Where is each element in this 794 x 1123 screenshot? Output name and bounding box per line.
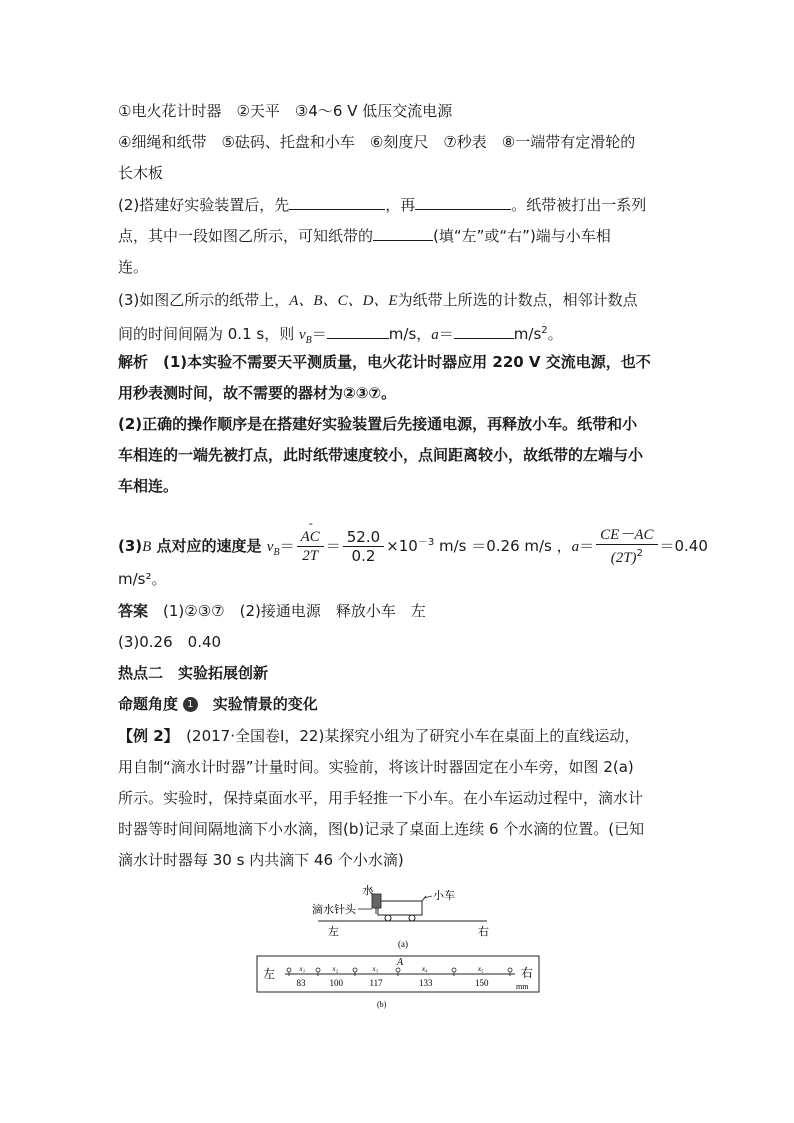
apparatus-diagram — [312, 883, 489, 949]
denominator-base: (2T) — [610, 550, 637, 566]
unit-text: m/s， — [388, 325, 432, 343]
segment-x-label: x₄ — [422, 965, 428, 973]
point-b: B — [142, 539, 152, 555]
water-drop-mark — [353, 968, 357, 972]
denominator-exponent: 2 — [636, 548, 643, 559]
segment-x-label: x₂ — [332, 965, 339, 973]
result-velocity: m/s ＝0.26 m/s ， — [434, 537, 572, 555]
equals: ＝ — [438, 325, 454, 343]
answer-label: 答案 — [118, 602, 149, 620]
unit-exponent: 2 — [541, 325, 548, 336]
answer-text: (1)②③⑦ (2)接通电源 释放小车 左 — [148, 602, 426, 620]
vb-symbol: v — [298, 327, 306, 343]
dripper-label: 滴水针头 — [312, 904, 356, 916]
segment-value-label: 150 — [475, 978, 489, 988]
tape-right-label: 右 — [521, 966, 534, 980]
segment-value-label: 133 — [419, 978, 433, 988]
figure-b-label: (b) — [377, 1000, 387, 1009]
q3-text: (3)如图乙所示的纸带上， — [118, 291, 290, 309]
fraction-denominator: 2T — [302, 548, 319, 564]
example-line-3: 所示。实验时，保持桌面水平，用手轻推一下小车。在小车运动过程中，滴水计 — [118, 789, 644, 807]
drip-bottle — [372, 894, 381, 908]
answer-line-2: (3)0.26 0.40 — [118, 633, 222, 651]
q3-text: 间的时间间隔为 0.1 s，则 — [118, 325, 299, 343]
example-tag: 【例 2】 — [118, 727, 172, 745]
fraction-numerator: - AC — [297, 528, 324, 547]
q2-text: 。纸带被打出一系列 — [511, 196, 647, 214]
vb-subscript: B — [273, 547, 280, 558]
example-line-5: 滴水计时器每 30 s 内共滴下 46 个小水滴) — [118, 851, 404, 869]
water-label: 水 — [362, 885, 373, 897]
water-drop-mark — [508, 968, 512, 972]
analysis-line-3: (2)正确的操作顺序是在搭建好实验装置后先接通电源，再释放小车。纸带和小 — [118, 415, 638, 433]
q2-text: (2)搭建好实验装置后，先 — [118, 196, 290, 214]
question-2-line-3: 连。 — [118, 258, 149, 276]
analysis-text: (1)本实验不需要天平测质量，电火花计时器应用 220 V 交流电源，也不 — [148, 353, 651, 371]
segment-value-label: 83 — [296, 978, 306, 988]
water-drop-mark — [316, 968, 320, 972]
right-label: 右 — [478, 926, 489, 938]
q3-text: 为纸带上所选的计数点，相邻计数点 — [397, 291, 638, 309]
q3-points: A、B、C、D、E — [289, 293, 398, 309]
a-symbol: a — [571, 539, 580, 555]
cart-label: 小车 — [433, 890, 455, 902]
analysis-label: 解析 — [118, 353, 149, 371]
figure-a-label: (a) — [398, 939, 408, 949]
analysis-line-2: 用秒表测时间，故不需要的器材为②③⑦。 — [118, 384, 397, 402]
angle-label: 命题角度 — [118, 695, 179, 713]
vb-symbol: v — [266, 539, 274, 555]
segment-value-label: 100 — [329, 978, 343, 988]
left-label: 左 — [328, 926, 339, 938]
hotspot-heading: 热点二 实验拓展创新 — [118, 664, 269, 682]
fraction-denominator: 0.2 — [351, 547, 376, 565]
result-acceleration: ＝0.40 — [659, 537, 708, 555]
water-drop-mark — [287, 968, 291, 972]
example-text: (2017·全国卷Ⅰ，22)某探究小组为了研究小车在桌面上的直线运动， — [171, 727, 640, 745]
equals: ＝ — [325, 537, 341, 555]
equipment-list-line-1: ①电火花计时器 ②天平 ③4～6 V 低压交流电源 — [118, 102, 453, 120]
segment-x-label: x₃ — [372, 965, 379, 973]
cart-wheel — [409, 915, 415, 921]
segment-x-label: x₁ — [299, 965, 306, 973]
vb-subscript: B — [305, 335, 312, 346]
analysis-line-4: 车相连的一端先被打点，此时纸带速度较小，点间距离较小，故纸带的左端与小 — [118, 446, 644, 464]
point-a-label: A — [397, 957, 404, 968]
cart-wheel — [385, 915, 391, 921]
equals: ＝ — [579, 537, 595, 555]
analysis-line-7: m/s²。 — [118, 570, 167, 588]
cart-handle — [422, 896, 426, 901]
equipment-list-line-3: 长木板 — [118, 164, 164, 182]
unit-text: m/s — [513, 325, 542, 343]
tape-left-label: 左 — [263, 967, 276, 981]
formula-text: (3) — [118, 537, 143, 555]
angle-text: 实验情景的变化 — [197, 695, 318, 713]
times-ten: ×10 — [386, 537, 418, 555]
fraction-numerator: CE－AC — [596, 526, 657, 545]
q2-text: (填“左”或“右”)端与小车相 — [433, 227, 611, 245]
example-line-4: 时器等时间间隔地滴下小水滴，图(b)记录了桌面上连续 6 个水滴的位置。(已知 — [118, 820, 645, 838]
equals: ＝ — [279, 537, 295, 555]
formula-text: 点对应的速度是 — [151, 537, 267, 555]
tape-marks — [287, 965, 512, 988]
segment-x-label: x₅ — [478, 965, 484, 973]
number-badge: 1 — [183, 697, 198, 712]
example-line-2: 用自制“滴水计时器”计量时间。实验前，将该计时器固定在小车旁，如图 2(a) — [118, 758, 634, 776]
period: 。 — [547, 325, 563, 343]
cart-body — [378, 901, 422, 915]
q2-text: 点，其中一段如图乙所示，可知纸带的 — [118, 227, 374, 245]
water-drop-mark — [452, 968, 456, 972]
equals: ＝ — [311, 325, 327, 343]
segment-value-label: 117 — [369, 978, 383, 988]
unit-label: mm — [516, 982, 529, 991]
a-symbol: a — [431, 327, 439, 343]
water-drop-mark — [396, 968, 400, 972]
tape-diagram — [257, 956, 539, 1009]
fraction-numerator: 52.0 — [343, 528, 384, 547]
q2-text: ，再 — [385, 196, 416, 214]
exponent: －3 — [417, 537, 435, 548]
equipment-list-line-2: ④细绳和纸带 ⑤砝码、托盘和小车 ⑥刻度尺 ⑦秒表 ⑧一端带有定滑轮的 — [118, 133, 636, 151]
analysis-line-5: 车相连。 — [118, 477, 179, 495]
